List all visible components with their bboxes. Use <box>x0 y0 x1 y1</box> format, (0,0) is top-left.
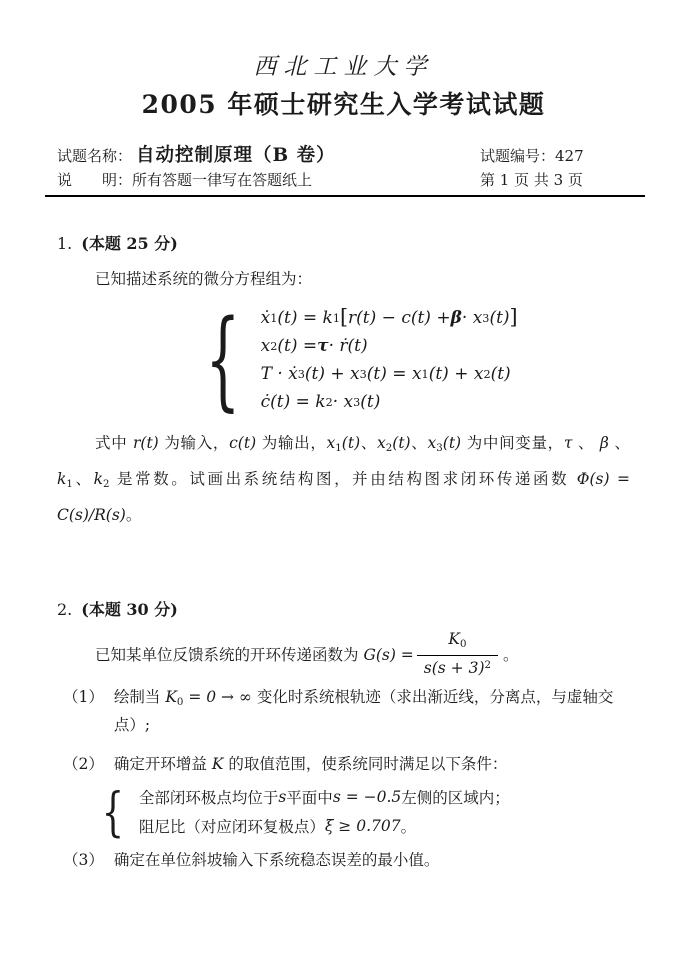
system-brace: { <box>205 296 241 423</box>
subquestion-1 <box>63 686 630 736</box>
equation-line-1: ẋ 1 (t) = k 1 [ r(t) − c(t) + β · x 3 (t) ] <box>260 305 518 329</box>
page-indicator: 第 1 页 共 3 页 <box>480 171 583 189</box>
exam-name-row <box>57 141 630 167</box>
subquestion-2 <box>63 753 630 775</box>
question-1-number: 1. <box>57 234 73 253</box>
exam-name-label: 试题名称： <box>57 147 133 165</box>
question-2-intro-period: 。 <box>503 645 519 664</box>
subquestion-3 <box>63 849 630 871</box>
exam-number <box>480 145 630 166</box>
exam-name: 自动控制原理（B 卷） <box>136 145 336 166</box>
question-1-explanation: 式中 r(t) 为输入，c(t) 为输出，x1(t)、x2(t)、x3(t) 为中间变量，τ 、 β 、 k1、k2 是常数。试画出系统结构图，并由结构图求闭环传递函数 Φ(s) = C(s)/R(s)。 <box>57 434 631 524</box>
conditions-block <box>97 783 630 841</box>
question-2-points: (本题 30 分) <box>81 599 178 619</box>
exam-title: 2005 年硕士研究生入学考试试题 <box>141 90 546 119</box>
subquestion-3-text: 确定在单位斜坡输入下系统稳态误差的最小值。 <box>113 850 440 869</box>
question-1-points: (本题 25 分) <box>81 234 178 253</box>
question-1-heading <box>57 233 630 254</box>
equation-system <box>191 296 630 423</box>
equation-column <box>261 304 518 416</box>
exam-info-block <box>57 141 630 197</box>
fraction-numerator: K0 <box>448 630 467 651</box>
exam-number-label: 试题编号： <box>480 147 556 165</box>
note-text: 所有答题一律写在答题纸上 <box>132 171 313 189</box>
fraction-denominator: $s(s + 3)^2$ <box>417 655 498 678</box>
question-2-intro <box>95 628 630 680</box>
subquestion-1-text: 绘制当 K0 = 0 → ∞ 变化时系统根轨迹（求出渐近线，分离点，与虚轴交点）; <box>113 687 614 734</box>
transfer-function-fraction <box>417 629 498 678</box>
note-row <box>57 169 630 190</box>
university-name: 西北工业大学 <box>253 54 434 80</box>
subquestion-3-number: （3） <box>63 850 104 869</box>
question-2-heading <box>57 599 630 620</box>
question-1-intro: 已知描述系统的微分方程组为： <box>95 270 313 288</box>
equation-line-4: ċ(t) = k 2 · x 3 (t) <box>260 392 381 412</box>
conditions-brace: { <box>101 781 125 843</box>
condition-line-1: 全部闭环极点均位于 s 平面中 s = −0.5 左侧的区域内； <box>138 788 510 808</box>
exam-number-value: 427 <box>555 147 584 165</box>
subquestion-1-number: （1） <box>63 687 104 706</box>
note-label: 说 明： <box>57 171 133 189</box>
subquestion-2-text: 确定开环增益 K 的取值范围，使系统同时满足以下条件： <box>113 754 508 773</box>
equation-line-3: T · ẋ 3 (t) + x 3 (t) = x 1 (t) + x 2 (t) <box>260 364 511 384</box>
subquestion-2-number: （2） <box>63 754 104 773</box>
condition-line-2: 阻尼比（对应闭环复极点） ξ ≥ 0.707 。 <box>138 817 417 837</box>
conditions-column <box>139 783 510 841</box>
question-2-number: 2. <box>57 599 73 619</box>
header-divider <box>45 195 645 197</box>
question-2-intro-text: 已知某单位反馈系统的开环传递函数为 G(s) = <box>95 645 414 664</box>
equation-line-2: x 2 (t) = τ · ṙ(t) <box>260 336 368 356</box>
